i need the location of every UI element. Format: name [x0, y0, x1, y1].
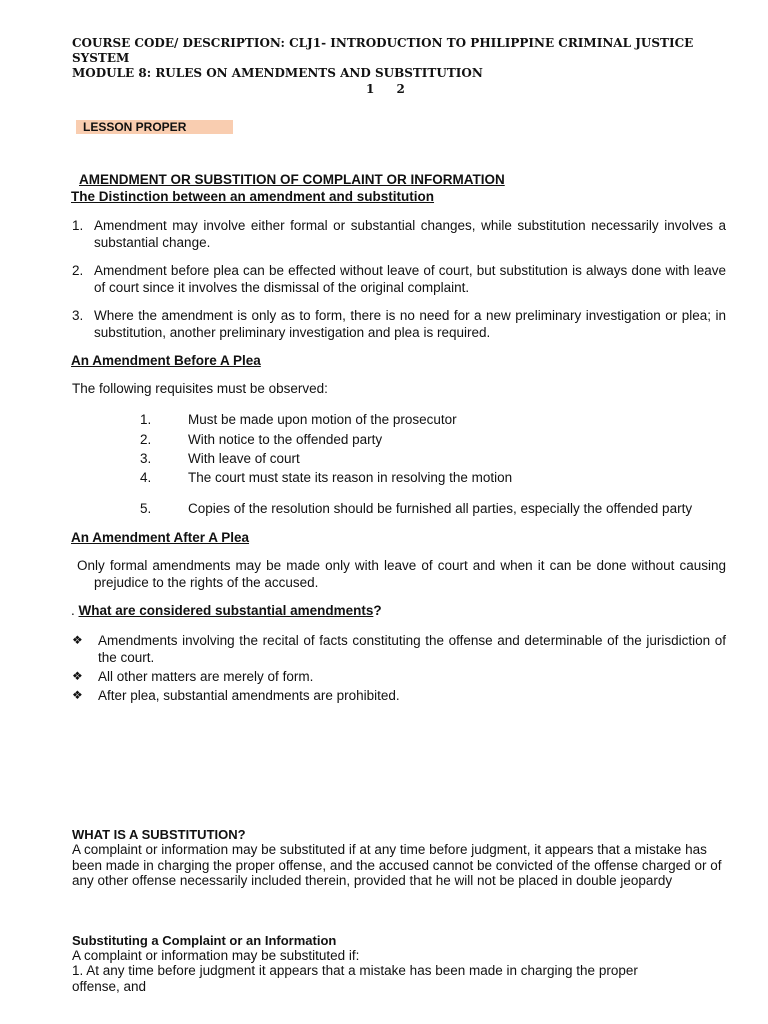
item-number: 4.: [140, 470, 152, 485]
substitution-text: A complaint or information may be substituted if at any time before judgment, it appears that a mistake has been made in charging the proper offense, and the accused cannot be convicted of the offense charged or of any other offense necessarily included therein, provided that he will not be placed in double jeopardy: [72, 842, 722, 888]
lesson-proper-label: LESSON PROPER: [76, 120, 233, 134]
module-title: MODULE 8: RULES ON AMENDMENTS AND SUBSTITUTION: [72, 66, 483, 80]
item-number: 2.: [140, 432, 152, 447]
before-plea-heading: An Amendment Before A Plea: [71, 353, 261, 368]
item-number: 3.: [140, 451, 152, 466]
question-mark: ?: [373, 603, 382, 618]
bullet-text: After plea, substantial amendments are prohibited.: [98, 688, 400, 703]
substantial-question: [71, 602, 382, 619]
item-number: 3.: [72, 308, 84, 323]
section-title: AMENDMENT OR SUBSTITION OF COMPLAINT OR INFORMATION: [79, 172, 505, 187]
diamond-bullet-icon: ❖: [72, 669, 83, 683]
distinction-item: [72, 262, 726, 296]
item-number: 5.: [140, 501, 152, 516]
item-text: Copies of the resolution should be furnished all parties, especially the offended party: [188, 501, 693, 516]
diamond-bullet-icon: ❖: [72, 688, 83, 702]
diamond-bullet-icon: ❖: [72, 633, 83, 647]
item-text: Where the amendment is only as to form, there is no need for a new preliminary investigation or plea; in substitution, another preliminary investigation and plea is required.: [94, 308, 726, 340]
item-number: 1.: [140, 412, 152, 427]
after-plea-text: Only formal amendments may be made only with leave of court and when it can be done without causing prejudice to the rights of the accused.: [77, 558, 726, 590]
substituting-line1: A complaint or information may be substituted if:: [72, 948, 360, 963]
substituting-heading: Substituting a Complaint or an Information: [72, 933, 337, 948]
item-text: With leave of court: [188, 451, 300, 466]
item-number: 1.: [72, 218, 84, 233]
item-text: Amendment before plea can be effected without leave of court, but substitution is always done with leave of court since it involves the dismissal of the original complaint.: [94, 263, 726, 295]
substantial-bullet: [72, 632, 726, 666]
distinction-item: [72, 307, 726, 341]
question-text: What are considered substantial amendments: [78, 603, 374, 618]
question-prefix: .: [71, 603, 79, 618]
substantial-bullet: [72, 668, 726, 685]
course-header-line2: SYSTEM: [72, 51, 130, 65]
item-text: With notice to the offended party: [188, 432, 383, 447]
before-plea-intro: The following requisites must be observed:: [72, 381, 328, 396]
item-text: The court must state its reason in resolving the motion: [188, 470, 513, 485]
after-plea-heading: An Amendment After A Plea: [71, 530, 250, 545]
substitution-heading: WHAT IS A SUBSTITUTION?: [72, 827, 246, 842]
substituting-line2: 1. At any time before judgment it appears that a mistake has been made in charging the proper offense, and: [72, 963, 638, 994]
item-text: Must be made upon motion of the prosecutor: [188, 412, 457, 427]
item-text: Amendment may involve either formal or substantial changes, while substitution necessarily involves a substantial change.: [94, 218, 726, 250]
course-header-line1: COURSE CODE/ DESCRIPTION: CLJ1- INTRODUCTION TO PHILIPPINE CRIMINAL JUSTICE: [72, 36, 694, 50]
bullet-text: Amendments involving the recital of facts constituting the offense and determinable of the jurisdiction of the court.: [98, 633, 726, 665]
distinction-item: [72, 217, 726, 251]
substantial-bullet: [72, 687, 726, 704]
page-numbers: 1 2: [366, 82, 405, 96]
distinction-heading: The Distinction between an amendment and substitution: [71, 189, 435, 204]
item-number: 2.: [72, 263, 84, 278]
bullet-text: All other matters are merely of form.: [98, 669, 314, 684]
